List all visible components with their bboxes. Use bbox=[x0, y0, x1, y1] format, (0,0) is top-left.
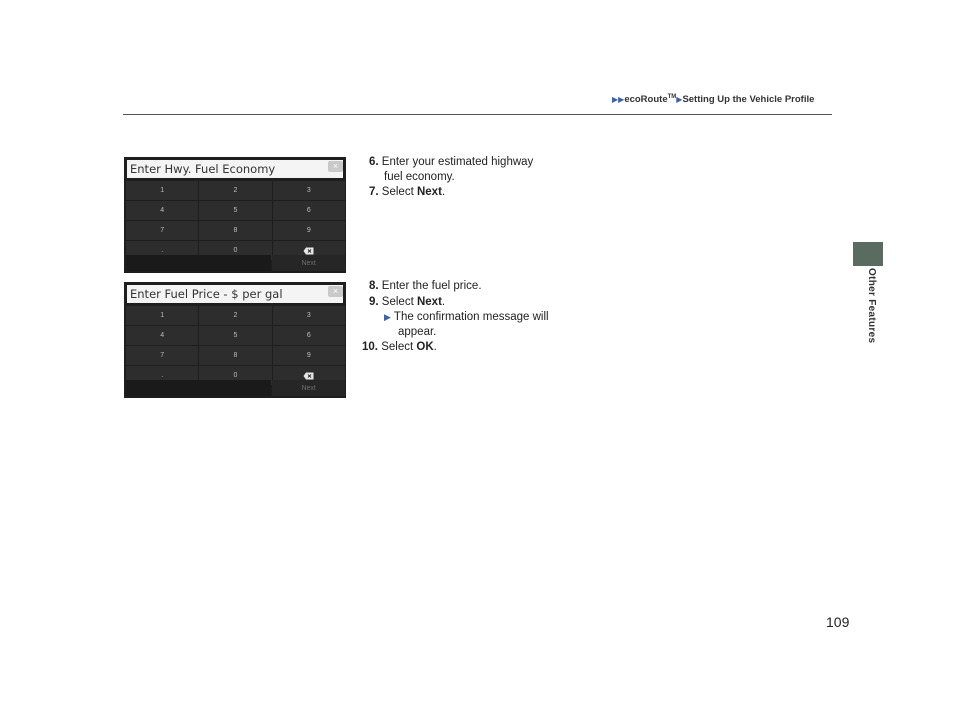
step-text: . bbox=[441, 296, 446, 308]
trademark-mark: TM bbox=[667, 94, 677, 100]
step-10 bbox=[362, 340, 437, 356]
step-9-result-cont: appear. bbox=[398, 326, 437, 338]
breadcrumb bbox=[612, 94, 814, 105]
key-decimal[interactable]: . bbox=[126, 366, 198, 385]
step-number: 6. bbox=[369, 156, 379, 168]
key-4[interactable]: 4 bbox=[126, 201, 198, 220]
step-number: 9. bbox=[369, 296, 379, 308]
next-button[interactable]: Next bbox=[272, 255, 345, 271]
key-4[interactable]: 4 bbox=[126, 326, 198, 345]
keypad-screen-hwy-fuel-economy bbox=[124, 157, 346, 273]
breadcrumb-arrow-icon: ▶▶ bbox=[612, 95, 625, 105]
key-7[interactable]: 7 bbox=[126, 346, 198, 365]
step-text: Select bbox=[381, 186, 417, 198]
next-row bbox=[126, 380, 345, 396]
step-keyword: Next bbox=[416, 186, 442, 198]
screen-title-text: Enter Hwy. Fuel Economy bbox=[130, 162, 276, 176]
key-1[interactable]: 1 bbox=[126, 306, 198, 325]
key-8[interactable]: 8 bbox=[199, 346, 271, 365]
result-arrow-icon: ▶ bbox=[384, 312, 391, 322]
step-6-cont: fuel economy. bbox=[384, 171, 455, 183]
keypad-screen-fuel-price bbox=[124, 282, 346, 398]
key-6[interactable]: 6 bbox=[273, 326, 345, 345]
chapter-tab bbox=[853, 242, 883, 266]
chapter-tab-label: Other Features bbox=[866, 268, 877, 344]
clear-icon[interactable]: × bbox=[328, 286, 343, 297]
screen-title-text: Enter Fuel Price - $ per gal bbox=[130, 287, 283, 301]
key-2[interactable]: 2 bbox=[199, 306, 271, 325]
backspace-icon bbox=[303, 372, 314, 380]
header-rule bbox=[123, 114, 832, 115]
step-text: The confirmation message will bbox=[393, 311, 549, 323]
keypad bbox=[126, 181, 345, 261]
key-5[interactable]: 5 bbox=[199, 201, 271, 220]
breadcrumb-section: ecoRoute bbox=[624, 94, 668, 106]
key-7[interactable]: 7 bbox=[126, 221, 198, 240]
next-row-spacer bbox=[126, 380, 271, 396]
key-9[interactable]: 9 bbox=[273, 221, 345, 240]
next-button[interactable]: Next bbox=[272, 380, 345, 396]
key-6[interactable]: 6 bbox=[273, 201, 345, 220]
backspace-icon bbox=[303, 247, 314, 255]
step-8 bbox=[369, 279, 482, 295]
step-text: . bbox=[441, 186, 446, 198]
step-text: Enter the fuel price. bbox=[381, 280, 482, 292]
step-9 bbox=[369, 295, 445, 311]
step-9-result bbox=[384, 310, 549, 326]
key-1[interactable]: 1 bbox=[126, 181, 198, 200]
key-5[interactable]: 5 bbox=[199, 326, 271, 345]
key-0[interactable]: 0 bbox=[199, 366, 271, 385]
step-text: Enter your estimated highway bbox=[381, 156, 534, 168]
page-number: 109 bbox=[826, 614, 850, 630]
keypad bbox=[126, 306, 345, 386]
key-decimal[interactable]: . bbox=[126, 241, 198, 260]
step-number: 7. bbox=[369, 186, 379, 198]
key-0[interactable]: 0 bbox=[199, 241, 271, 260]
breadcrumb-arrow-icon: ▶ bbox=[676, 95, 683, 105]
key-3[interactable]: 3 bbox=[273, 181, 345, 200]
key-9[interactable]: 9 bbox=[273, 346, 345, 365]
step-number: 10. bbox=[362, 341, 378, 353]
step-text: Select bbox=[381, 341, 417, 353]
key-2[interactable]: 2 bbox=[199, 181, 271, 200]
next-row bbox=[126, 255, 345, 271]
screen-title bbox=[127, 160, 343, 178]
next-row-spacer bbox=[126, 255, 271, 271]
step-6 bbox=[369, 155, 533, 171]
key-8[interactable]: 8 bbox=[199, 221, 271, 240]
step-keyword: OK bbox=[416, 341, 434, 353]
step-7 bbox=[369, 185, 445, 201]
breadcrumb-page: Setting Up the Vehicle Profile bbox=[682, 94, 815, 106]
step-text: Select bbox=[381, 296, 417, 308]
step-number: 8. bbox=[369, 280, 379, 292]
step-keyword: Next bbox=[416, 296, 442, 308]
clear-icon[interactable]: × bbox=[328, 161, 343, 172]
key-3[interactable]: 3 bbox=[273, 306, 345, 325]
step-text: . bbox=[433, 341, 437, 353]
screen-title bbox=[127, 285, 343, 303]
